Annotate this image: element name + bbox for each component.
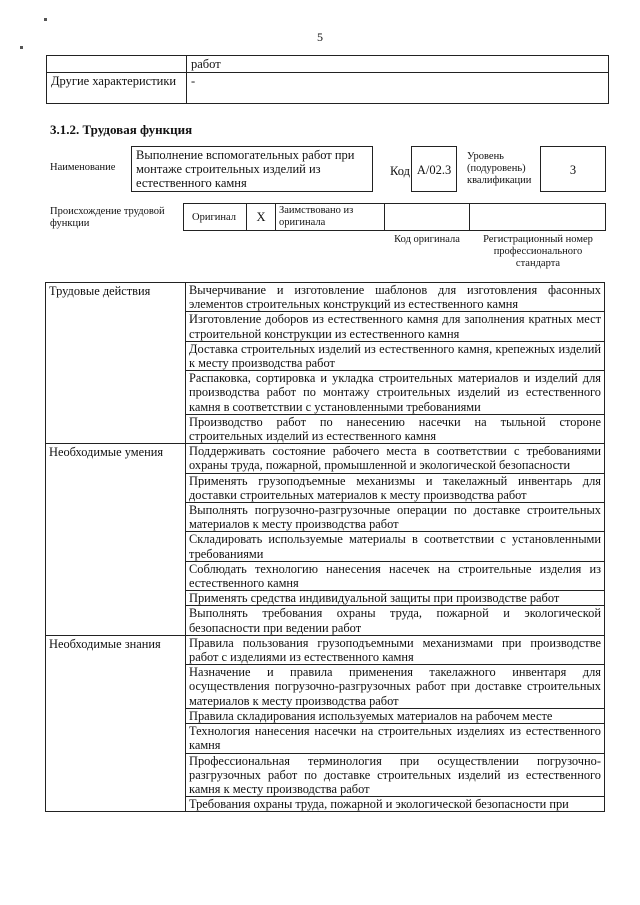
name-label: Наименование: [50, 162, 116, 173]
item-cell: Вычерчивание и изготовление шаблонов для изготовления фасонных элементов строительных конструкций из естественного камня: [186, 283, 605, 312]
section-title: 3.1.2. Трудовая функция: [50, 122, 193, 137]
item-cell: Технология нанесения насечки на строительных изделиях из естественного камня: [186, 724, 605, 753]
item-cell: Правила складирования используемых материалов на рабочем месте: [186, 708, 605, 723]
item-cell: Требования охраны труда, пожарной и экологической безопасности при: [186, 797, 605, 812]
level-value-box: 3: [540, 146, 606, 192]
code-value-box: А/02.3: [411, 146, 457, 192]
table-row: [46, 444, 605, 473]
item-cell: Применять средства индивидуальной защиты при производстве работ: [186, 591, 605, 606]
table-row: [46, 635, 605, 664]
table-row: [47, 56, 609, 73]
item-cell: Изготовление доборов из естественного камня для заполнения кратных мест строительной конструкции из естественного камня: [186, 312, 605, 341]
item-cell: Доставка строительных изделий из естественного камня, крепежных изделий к месту производства работ: [186, 341, 605, 370]
item-cell: Распаковка, сортировка и укладка строительных материалов и изделий для производства работ по монтажу строительных изделий из естественного камня в соответствии с установленными требованиями: [186, 371, 605, 415]
item-cell: Назначение и правила применения такелажного инвентаря для осуществления погрузочно-разгрузочных работ при доставке строительных материалов к месту производства работ: [186, 665, 605, 709]
item-cell: Соблюдать технологию нанесения насечек на строительные изделия из естественного камня: [186, 561, 605, 590]
origin-label: Происхождение трудовой функции: [50, 206, 165, 229]
item-cell: Правила пользования грузоподъемными механизмами при производстве работ с изделиями из естественного камня: [186, 635, 605, 664]
category-cell: Необходимые умения: [46, 444, 186, 636]
page-number: 5: [317, 30, 323, 44]
item-cell: Складировать используемые материалы в соответствии с установленными требованиями: [186, 532, 605, 561]
labor-function-table: [45, 282, 605, 812]
row-label: Другие характеристики: [47, 73, 187, 104]
category-cell: Трудовые действия: [46, 283, 186, 444]
table-row: [47, 73, 609, 104]
level-label: Уровень (подуровень) квалификации: [467, 151, 532, 186]
reg-number-box: [469, 203, 606, 231]
scan-mark: [20, 46, 23, 49]
continuation-table: [46, 55, 609, 104]
borrowed-label-box: Заимствовано из оригинала: [275, 203, 385, 231]
code-original-caption: Код оригинала: [394, 234, 460, 245]
category-cell: Необходимые знания: [46, 635, 186, 811]
item-cell: Выполнять погрузочно-разгрузочные операции по доставке строительных материалов к месту производства работ: [186, 503, 605, 532]
item-cell: Профессиональная терминология при осуществлении погрузочно-разгрузочных работ по доставке строительных изделий из естественного камня к месту производства работ: [186, 753, 605, 797]
row-value: работ: [187, 56, 609, 73]
code-original-box: [384, 203, 470, 231]
item-cell: Производство работ по нанесению насечки на тыльной стороне строительных изделий из естественного камня: [186, 414, 605, 443]
scan-mark: [44, 18, 47, 21]
reg-number-caption: Регистрационный номер профессионального стандарта: [483, 234, 593, 269]
item-cell: Применять грузоподъемные механизмы и такелажный инвентарь для доставки строительных материалов к месту производства работ: [186, 473, 605, 502]
code-label: Код: [390, 164, 410, 178]
item-cell: Выполнять требования охраны труда, пожарной и экологической безопасности при ведении работ: [186, 606, 605, 635]
function-name-box: Выполнение вспомогательных работ при монтаже строительных изделий из естественного камня: [131, 146, 373, 192]
original-label-box: Оригинал: [183, 203, 247, 231]
table-row: [46, 283, 605, 312]
row-value: -: [187, 73, 609, 104]
item-cell: Поддерживать состояние рабочего места в соответствии с требованиями охраны труда, пожарной, промышленной и экологической безопасности: [186, 444, 605, 473]
original-mark-box: Х: [246, 203, 276, 231]
row-label: [47, 56, 187, 73]
